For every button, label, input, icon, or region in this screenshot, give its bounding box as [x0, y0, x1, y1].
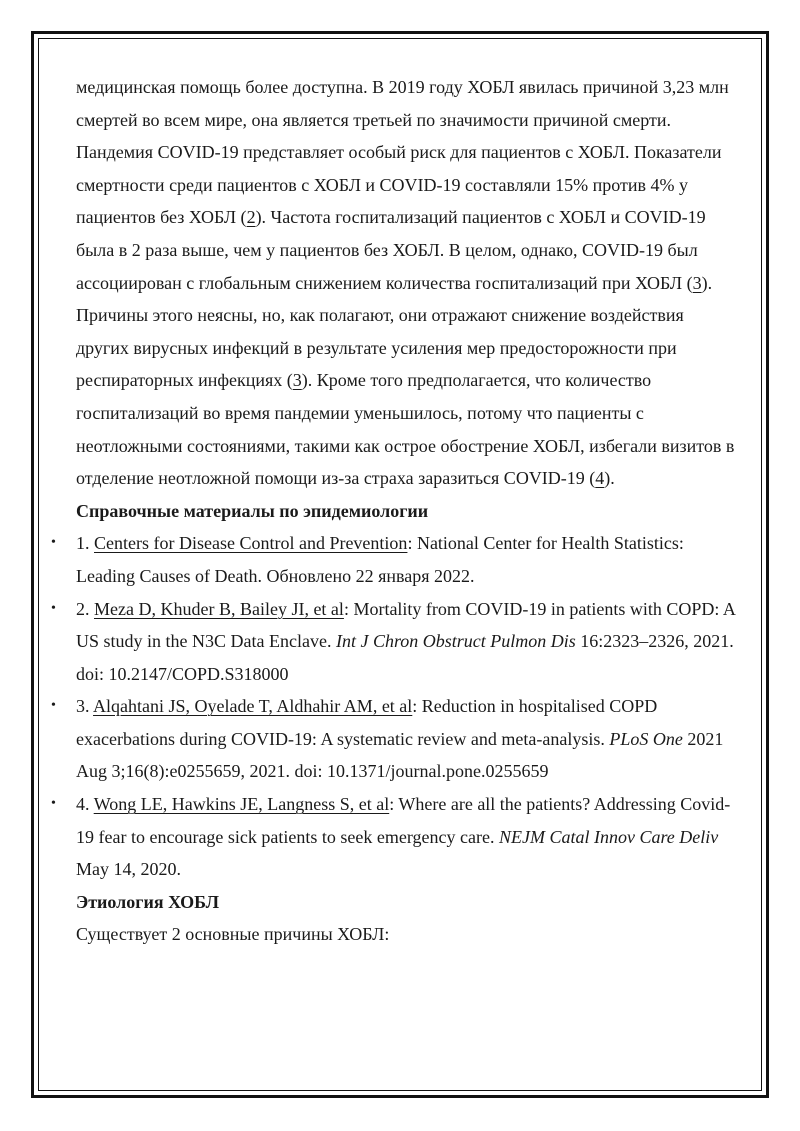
reference-authors-link[interactable]: Meza D, Khuder B, Bailey JI, et al — [94, 598, 344, 619]
text-segment: ). Причины этого неясны, но, как полагают, они отражают снижение воздействия других вирусных инфекций в результате усиления мер предосторожности при респираторных инфекциях ( — [76, 272, 713, 391]
reference-item-1 — [51, 527, 736, 592]
reference-item-4 — [51, 788, 736, 886]
reference-link-3[interactable]: 3 — [292, 370, 302, 391]
references-list — [51, 527, 736, 886]
reference-authors-link[interactable]: Centers for Disease Control and Prevention — [94, 533, 408, 554]
etiology-text: Существует 2 основные причины ХОБЛ: — [76, 924, 390, 945]
reference-number: 4. — [76, 794, 90, 815]
reference-citation: 2021 Aug 3;16(8):e0255659, 2021. doi: 10.1371/journal.pone.0255659 — [76, 728, 724, 782]
references-heading: Справочные материалы по эпидемиологии — [76, 500, 429, 521]
reference-item-3 — [51, 690, 736, 788]
bullet: • — [51, 796, 56, 812]
paragraph-mortality: медицинская помощь более доступна. В 2019 году ХОБЛ явилась причиной 3,23 млн смертей во всем мире, она является третьей по значимости причиной смерти. — [76, 77, 729, 130]
reference-citation: May 14, 2020. — [76, 859, 181, 880]
reference-text: : Mortality from COVID-19 in patients with COPD: A US study in the N3C Data Enclave. — [76, 598, 735, 652]
text-segment: ). Частота госпитализаций пациентов с ХОБЛ и COVID-19 была в 2 раза выше, чем у пациентов без ХОБЛ. В целом, однако, COVID-19 был ассоциирован с глобальным снижением количества госпитализаций при ХОБЛ ( — [76, 207, 706, 293]
text-segment: ). Кроме того предполагается, что количество госпитализаций во время пандемии уменьшилось, потому что пациенты с неотложными состояниями, такими как острое обострение ХОБЛ, избегали визитов в отделение неотложной помощи из-за страха заразиться COVID-19 ( — [76, 370, 735, 489]
reference-link-2[interactable]: 2 — [246, 207, 256, 228]
reference-text: : Reduction in hospitalised COPD exacerbations during COVID-19: A systematic review and meta-analysis. — [76, 696, 658, 749]
reference-citation: 16:2323–2326, 2021. doi: 10.2147/COPD.S318000 — [76, 631, 734, 684]
reference-journal: Int J Chron Obstruct Pulmon Dis — [335, 631, 576, 652]
reference-number: 2. — [76, 598, 90, 619]
reference-item-2 — [51, 593, 736, 691]
reference-text: : Where are all the patients? Addressing Covid-19 fear to encourage sick patients to seek emergency care. — [76, 794, 731, 847]
reference-link-3[interactable]: 3 — [692, 272, 702, 293]
reference-authors-link[interactable]: Alqahtani JS, Oyelade T, Aldhahir AM, et al — [93, 696, 413, 717]
bullet: • — [51, 535, 56, 551]
paragraph-covid — [76, 136, 736, 495]
bullet: • — [51, 600, 56, 616]
bullet: • — [51, 698, 56, 714]
etiology-heading: Этиология ХОБЛ — [76, 891, 220, 912]
document-body — [51, 71, 736, 951]
text-segment: Пандемия COVID-19 представляет особый риск для пациентов с ХОБЛ. Показатели смертности среди пациентов с ХОБЛ и COVID-19 составляли 15% против 4% у пациентов без ХОБЛ ( — [76, 142, 722, 228]
reference-number: 1. — [76, 533, 90, 554]
reference-journal: NEJM Catal Innov Care Deliv — [498, 826, 719, 847]
reference-text: : National Center for Health Statistics: Leading Causes of Death. Обновлено 22 января 2022. — [76, 533, 684, 586]
reference-number: 3. — [76, 696, 90, 717]
reference-journal: PLoS One — [609, 728, 683, 749]
reference-link-4[interactable]: 4 — [595, 468, 605, 489]
text-segment: ). — [604, 468, 615, 489]
reference-authors-link[interactable]: Wong LE, Hawkins JE, Langness S, et al — [93, 794, 390, 815]
